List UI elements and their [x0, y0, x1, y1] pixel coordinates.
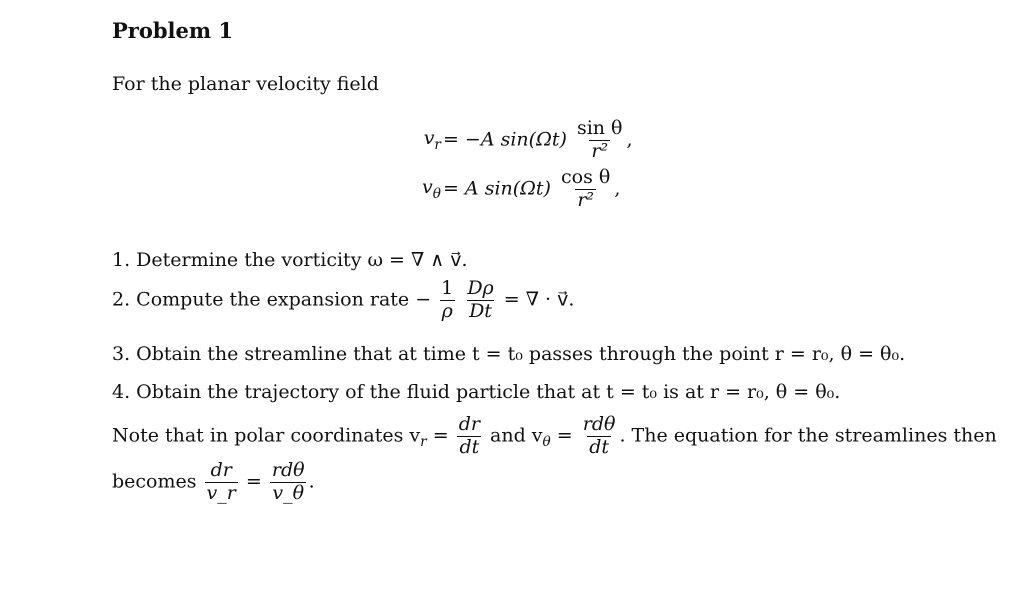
problem-title: Problem 1 — [112, 18, 234, 43]
note-fraction-dr-dt: $\frac{dr}{dt}$ — [458, 413, 480, 458]
note-fraction-rdtheta-vtheta: $\frac{\text{rdθ}}{v\_\theta}$ — [271, 459, 305, 504]
item-3: 3. Obtain the streamline that at time t = t₀ passes through the point r = r₀, θ = θ₀. — [112, 343, 906, 365]
item-2-fraction-1: $\frac{1}{\rho}$ — [441, 277, 454, 322]
vtheta-rhs: = A sin(Ωt) $\frac{\text{cos θ}}{\text{r²}}$ , — [442, 165, 621, 211]
item-1: 1. Determine the vorticity ω = ∇ ∧ v⃗. — [112, 249, 468, 271]
vtheta-fraction: $\frac{\text{cos θ}}{\text{r²}}$ — [561, 165, 611, 211]
note-fraction-dr-vr: $\frac{dr}{v\_r}$ — [206, 459, 236, 504]
intro-text: For the planar velocity field — [112, 73, 379, 95]
note-line-1: Note that in polar coordinates $v_r$ = $\frac{dr}{dt}$ and $v_\theta$ = $\frac{\text{rdθ}}{dt}$ . The equation for the streamlines then — [112, 413, 997, 458]
note-fraction-rdtheta-dt: $\frac{\text{rdθ}}{dt}$ — [582, 413, 616, 458]
vr-lhs: $v_r$ — [423, 127, 441, 154]
vr-rhs: = −A sin(Ωt) $\frac{\text{sin θ}}{\text{r²}}$ , — [442, 117, 633, 162]
item-2: 2. Compute the expansion rate − $\frac{1}{\rho}$ $\frac{D\rho}{Dt}$ = ∇ · v⃗. — [112, 277, 575, 322]
vr-fraction: $\frac{\text{sin θ}}{\text{r²}}$ — [576, 117, 623, 162]
item-4: 4. Obtain the trajectory of the fluid particle that at t = t₀ is at r = r₀, θ = θ₀. — [112, 381, 841, 403]
item-2-fraction-2: $\frac{D\rho}{Dt}$ — [467, 277, 494, 322]
note-line-2: becomes $\frac{dr}{v\_r}$ = $\frac{\text{rdθ}}{v\_\theta}$ . — [112, 459, 315, 504]
velocity-field-equations — [422, 118, 633, 211]
vtheta-lhs: $v_\theta$ — [422, 176, 441, 202]
